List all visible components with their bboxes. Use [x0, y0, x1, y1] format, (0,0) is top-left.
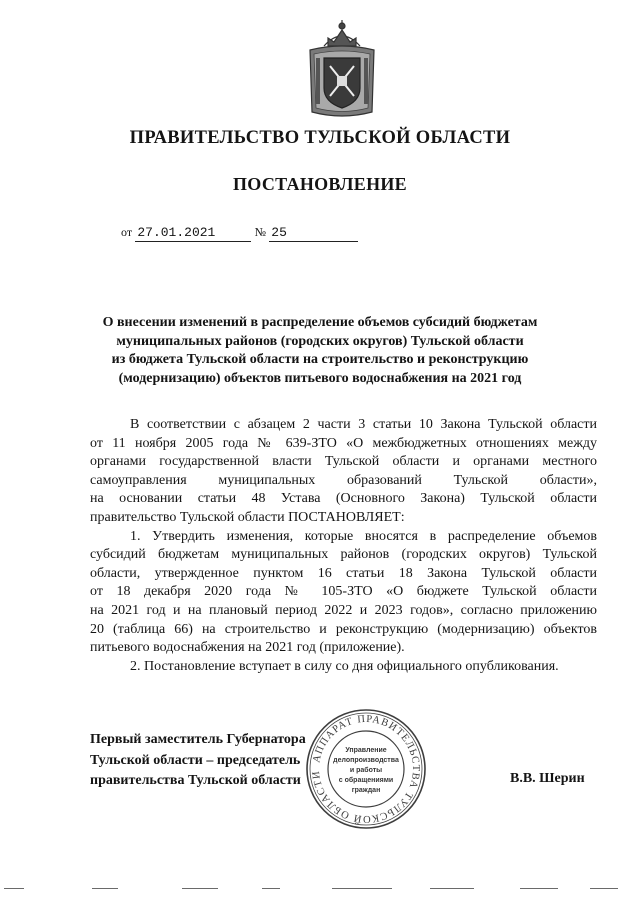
official-stamp [304, 707, 428, 831]
document-subject [100, 314, 540, 388]
signatory-position [90, 730, 306, 792]
body-line: от 18 декабря 2020 года № 105-ЗТО «О бюджете Тульской области [90, 584, 597, 600]
stamp-ring-text: АППАРАТ ПРАВИТЕЛЬСТВА ТУЛЬСКОЙ ОБЛАСТИ [310, 713, 422, 825]
body-line: самоуправления муниципальных образований Тульской области», [90, 472, 597, 488]
body-line: правительство Тульской области ПОСТАНОВЛЯЕТ: [90, 509, 405, 525]
body-line: В соответствии с абзацем 2 части 3 статьи 10 Закона Тульской области [130, 417, 597, 432]
signatory-name: В.В. Шерин [510, 771, 585, 786]
document-date-number-line [121, 224, 358, 242]
stamp-center-line: делопроизводства [333, 757, 399, 764]
body-line: субсидий бюджетам муниципальных районов (городских округов) Тульской [90, 547, 597, 563]
body-line: 1. Утвердить изменения, которые вносятся в распределение объемов [130, 528, 597, 544]
date-prefix: от [121, 225, 133, 239]
number-prefix: № [254, 225, 267, 239]
signatory-position-line: Первый заместитель Губернатора [90, 732, 306, 747]
subject-line: из бюджета Тульской области на строительство и реконструкцию [111, 352, 529, 367]
stamp-center-line: граждан [351, 787, 381, 794]
body-line: органами государственной власти Тульской области и органами местного [90, 454, 597, 470]
document-date: 27.01.2021 [135, 225, 251, 242]
document-body [90, 416, 597, 676]
body-line: на основании статьи 48 Устава (Основного Закона) Тульской области [90, 491, 597, 507]
scan-edge-marks [0, 880, 640, 900]
body-line: 2. Постановление вступает в силу со дня официального опубликования. [130, 658, 559, 674]
body-line: на 2021 год и на плановый период 2022 и 2023 годов», согласно приложению [90, 602, 597, 618]
subject-line: (модернизацию) объектов питьевого водоснабжения на 2021 год [118, 370, 522, 386]
signatory-position-line: правительства Тульской области [90, 773, 301, 788]
stamp-center-line: с обращениями [338, 777, 394, 784]
coat-of-arms-emblem [302, 16, 382, 120]
government-title: ПРАВИТЕЛЬСТВО ТУЛЬСКОЙ ОБЛАСТИ [129, 128, 511, 148]
stamp-center-line: и работы [349, 767, 383, 774]
signatory-position-line: Тульской области – председатель [90, 752, 301, 768]
stamp-center-line: Управление [345, 747, 387, 754]
subject-line: муниципальных районов (городских округов) Тульской области [116, 333, 524, 349]
body-line: 20 (таблица 66) на строительство и реконструкцию (модернизацию) объектов [90, 621, 597, 637]
body-line: от 11 ноября 2005 года № 639-ЗТО «О межбюджетных отношениях между [90, 435, 597, 451]
document-number: 25 [269, 225, 358, 242]
subject-line: О внесении изменений в распределение объемов субсидий бюджетам [102, 315, 538, 330]
body-line: питьевого водоснабжения на 2021 год (приложение). [90, 640, 405, 656]
document-type-title: ПОСТАНОВЛЕНИЕ [233, 174, 407, 194]
body-line: области, утвержденное пунктом 16 статьи 18 Закона Тульской области [90, 565, 597, 581]
